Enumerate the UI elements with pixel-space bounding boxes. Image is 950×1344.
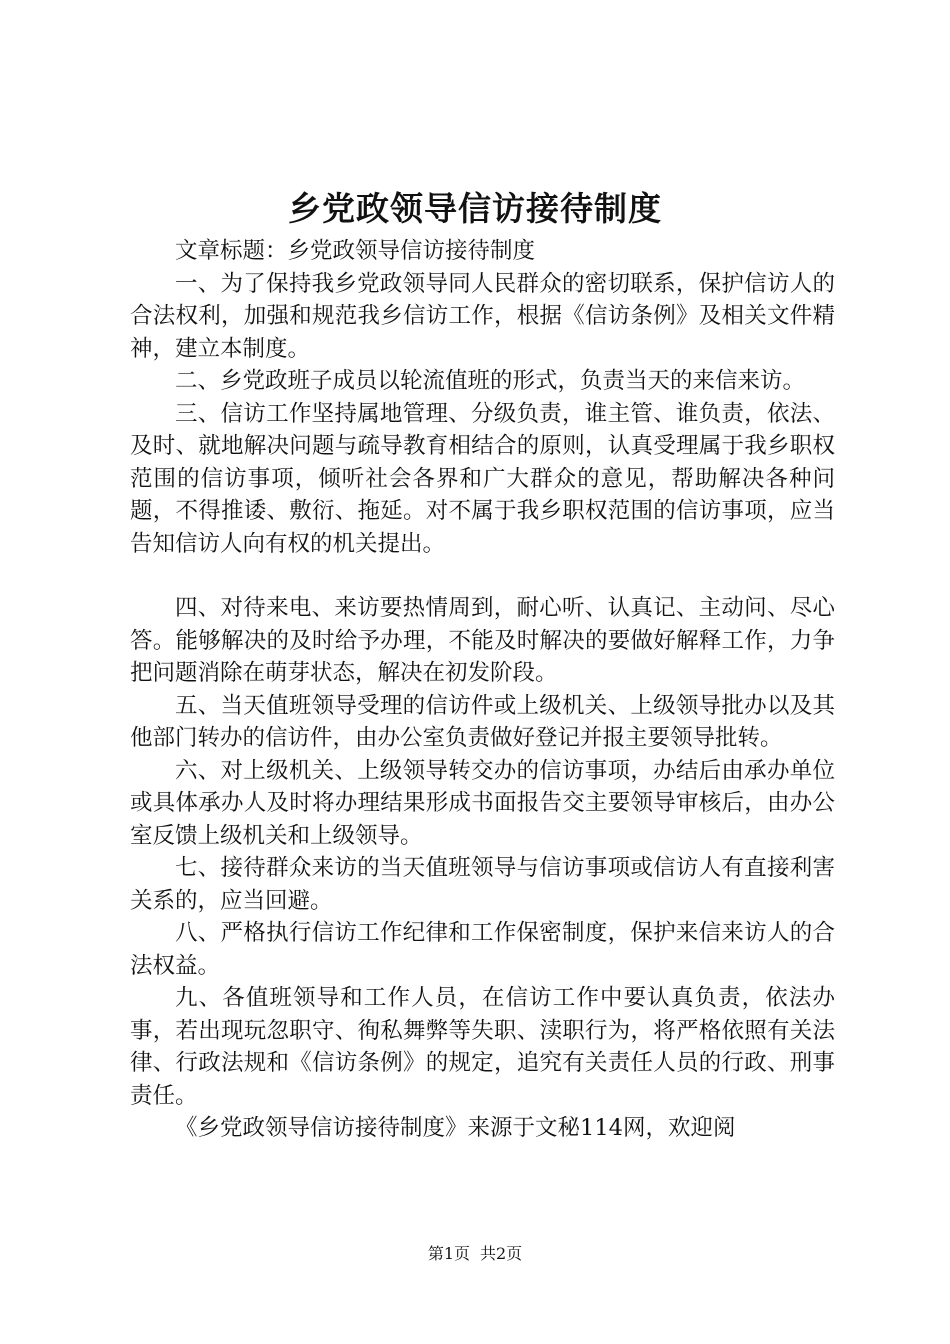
paragraph-5: 五、当天值班领导受理的信访件或上级机关、上级领导批办以及其他部门转办的信访件，由办公室负责做好登记并报主要领导批转。: [130, 692, 835, 751]
document-title: 乡党政领导信访接待制度: [288, 189, 662, 228]
page-footer: [0, 1243, 950, 1265]
document-body: [130, 235, 835, 1145]
page-total: 共2页: [480, 1244, 523, 1263]
paragraph-source: 《乡党政领导信访接待制度》来源于文秘114网，欢迎阅: [175, 1115, 736, 1141]
paragraph-1: 一、为了保持我乡党政领导同人民群众的密切联系，保护信访人的合法权利，加强和规范我乡信访工作，根据《信访条例》及相关文件精神，建立本制度。: [130, 270, 835, 362]
paragraph-4: 四、对待来电、来访要热情周到，耐心听、认真记、主动问、尽心答。能够解决的及时给予办理，不能及时解决的要做好解释工作，力争把问题消除在萌芽状态，解决在初发阶段。: [130, 595, 835, 686]
paragraph-6: 六、对上级机关、上级领导转交办的信访事项，办结后由承办单位或具体承办人及时将办理结果形成书面报告交主要领导审核后，由办公室反馈上级机关和上级领导。: [130, 757, 835, 849]
page-number: 第1页: [427, 1244, 470, 1263]
paragraph-7: 七、接待群众来访的当天值班领导与信访事项或信访人有直接利害关系的，应当回避。: [130, 855, 835, 914]
paragraph-article-title: 文章标题：乡党政领导信访接待制度: [175, 238, 536, 264]
paragraph-9: 九、各值班领导和工作人员，在信访工作中要认真负责，依法办事，若出现玩忽职守、徇私舞弊等失职、渎职行为，将严格依照有关法律、行政法规和《信访条例》的规定，追究有关责任人员的行政、刑事责任。: [130, 985, 835, 1109]
paragraph-8: 八、严格执行信访工作纪律和工作保密制度，保护来信来访人的合法权益。: [130, 920, 835, 979]
paragraph-2: 二、乡党政班子成员以轮流值班的形式，负责当天的来信来访。: [175, 368, 806, 394]
paragraph-3: 三、信访工作坚持属地管理、分级负责，谁主管、谁负责，依法、及时、就地解决问题与疏导教育相结合的原则，认真受理属于我乡职权范围的信访事项，倾听社会各界和广大群众的意见，帮助解决各种问题，不得推诿、敷衍、拖延。对不属于我乡职权范围的信访事项，应当告知信访人向有权的机关提出。: [130, 400, 835, 557]
